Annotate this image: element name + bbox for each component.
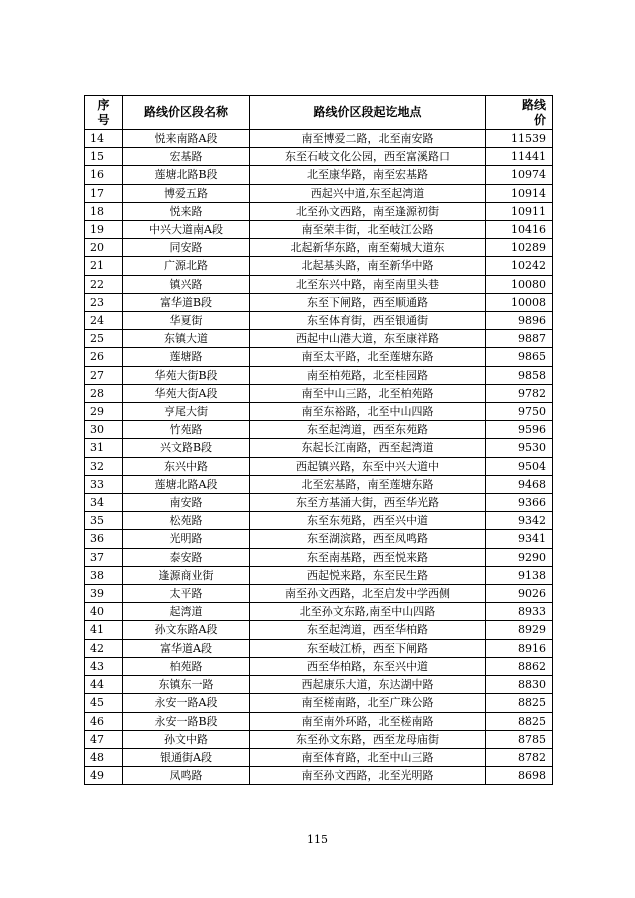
row-seq: 21 (85, 257, 123, 275)
row-section-range: 南至南外环路，北至槎南路 (250, 712, 486, 730)
row-section-name: 泰安路 (123, 548, 250, 566)
row-section-name: 华夏街 (123, 312, 250, 330)
row-section-range: 西起悦来路，东至民生路 (250, 566, 486, 584)
row-section-range: 西起中山港大道，东至康祥路 (250, 330, 486, 348)
row-section-range: 南至体育路，北至中山三路 (250, 748, 486, 766)
table-row (85, 384, 553, 402)
row-seq: 40 (85, 603, 123, 621)
table-row (85, 239, 553, 257)
row-section-range: 南至太平路，北至莲塘东路 (250, 348, 486, 366)
row-seq: 17 (85, 184, 123, 202)
header-route-price: 路线 价 (486, 96, 553, 130)
table-row (85, 257, 553, 275)
row-section-name: 竹苑路 (123, 421, 250, 439)
row-section-name: 莲塘北路B段 (123, 166, 250, 184)
row-section-range: 东至体育街，西至银通街 (250, 312, 486, 330)
row-route-price: 8830 (486, 676, 553, 694)
row-section-name: 亨尾大街 (123, 403, 250, 421)
row-route-price: 8933 (486, 603, 553, 621)
row-route-price: 9782 (486, 384, 553, 402)
row-route-price: 9026 (486, 585, 553, 603)
table-row (85, 293, 553, 311)
row-section-name: 东镇东一路 (123, 676, 250, 694)
row-section-name: 镇兴路 (123, 275, 250, 293)
table-row (85, 603, 553, 621)
row-seq: 39 (85, 585, 123, 603)
row-section-range: 北起新华东路，南至菊城大道东 (250, 239, 486, 257)
row-section-range: 北至孙文东路,南至中山四路 (250, 603, 486, 621)
row-seq: 31 (85, 439, 123, 457)
row-section-range: 东至下闸路，西至顺通路 (250, 293, 486, 311)
row-section-range: 东至东苑路，西至兴中道 (250, 512, 486, 530)
row-section-name: 东兴中路 (123, 457, 250, 475)
table-row (85, 439, 553, 457)
row-section-range: 北至宏基路，南至莲塘东路 (250, 475, 486, 493)
row-section-name: 起湾道 (123, 603, 250, 621)
row-route-price: 8698 (486, 767, 553, 785)
route-price-table (84, 95, 553, 785)
row-route-price: 10289 (486, 239, 553, 257)
row-route-price: 9468 (486, 475, 553, 493)
row-section-name: 广源北路 (123, 257, 250, 275)
row-route-price: 9530 (486, 439, 553, 457)
row-section-name: 莲塘路 (123, 348, 250, 366)
table-row (85, 221, 553, 239)
row-section-range: 东至起湾道，西至东苑路 (250, 421, 486, 439)
row-section-name: 华苑大街A段 (123, 384, 250, 402)
row-section-name: 永安一路B段 (123, 712, 250, 730)
row-seq: 38 (85, 566, 123, 584)
table-row (85, 730, 553, 748)
row-section-range: 北至孙文西路，南至逢源初街 (250, 202, 486, 220)
row-route-price: 10080 (486, 275, 553, 293)
table-row (85, 494, 553, 512)
row-seq: 20 (85, 239, 123, 257)
row-section-range: 东至孙文东路，西至龙母庙街 (250, 730, 486, 748)
row-section-name: 悦来路 (123, 202, 250, 220)
page-number: 115 (307, 833, 328, 846)
table-row (85, 130, 553, 148)
row-route-price: 9596 (486, 421, 553, 439)
row-route-price: 9750 (486, 403, 553, 421)
row-route-price: 11539 (486, 130, 553, 148)
row-seq: 29 (85, 403, 123, 421)
table-row (85, 166, 553, 184)
row-route-price: 9341 (486, 530, 553, 548)
row-section-range: 南至孙文西路，北至光明路 (250, 767, 486, 785)
table-row (85, 748, 553, 766)
table-row (85, 712, 553, 730)
row-section-name: 松苑路 (123, 512, 250, 530)
table-row (85, 512, 553, 530)
row-seq: 14 (85, 130, 123, 148)
row-section-range: 南至东裕路，北至中山四路 (250, 403, 486, 421)
row-seq: 25 (85, 330, 123, 348)
row-seq: 41 (85, 621, 123, 639)
row-route-price: 10974 (486, 166, 553, 184)
header-section-range: 路线价区段起讫地点 (250, 96, 486, 130)
table-row (85, 548, 553, 566)
row-section-name: 莲塘北路A段 (123, 475, 250, 493)
row-section-range: 东至起湾道，西至华柏路 (250, 621, 486, 639)
row-section-range: 西至华柏路，东至兴中道 (250, 657, 486, 675)
row-section-range: 南至槎南路，北至广珠公路 (250, 694, 486, 712)
row-route-price: 9290 (486, 548, 553, 566)
row-section-name: 富华道B段 (123, 293, 250, 311)
table-row (85, 657, 553, 675)
row-route-price: 9138 (486, 566, 553, 584)
row-section-range: 东至方基涌大街，西至华光路 (250, 494, 486, 512)
table-row (85, 330, 553, 348)
row-seq: 45 (85, 694, 123, 712)
row-route-price: 10416 (486, 221, 553, 239)
row-section-name: 博爱五路 (123, 184, 250, 202)
row-seq: 19 (85, 221, 123, 239)
row-section-name: 孙文中路 (123, 730, 250, 748)
row-seq: 27 (85, 366, 123, 384)
row-seq: 28 (85, 384, 123, 402)
row-route-price: 9504 (486, 457, 553, 475)
row-section-name: 孙文东路A段 (123, 621, 250, 639)
row-section-range: 南至博爱二路，北至南安路 (250, 130, 486, 148)
row-section-name: 永安一路A段 (123, 694, 250, 712)
row-section-name: 凤鸣路 (123, 767, 250, 785)
row-section-range: 南至中山三路，北至柏苑路 (250, 384, 486, 402)
row-section-name: 中兴大道南A段 (123, 221, 250, 239)
row-section-range: 西起兴中道,东至起湾道 (250, 184, 486, 202)
row-route-price: 9896 (486, 312, 553, 330)
row-route-price: 11441 (486, 148, 553, 166)
row-seq: 34 (85, 494, 123, 512)
row-route-price: 8825 (486, 712, 553, 730)
row-section-name: 兴文路B段 (123, 439, 250, 457)
row-seq: 15 (85, 148, 123, 166)
table-row (85, 348, 553, 366)
row-section-range: 东至岐江桥，西至下闸路 (250, 639, 486, 657)
row-route-price: 8916 (486, 639, 553, 657)
table-row (85, 184, 553, 202)
row-seq: 23 (85, 293, 123, 311)
row-section-name: 光明路 (123, 530, 250, 548)
row-route-price: 8929 (486, 621, 553, 639)
row-section-range: 南至柏苑路，北至桂园路 (250, 366, 486, 384)
row-route-price: 9858 (486, 366, 553, 384)
row-section-name: 悦来南路A段 (123, 130, 250, 148)
row-seq: 26 (85, 348, 123, 366)
row-seq: 36 (85, 530, 123, 548)
row-section-range: 北起基头路，南至新华中路 (250, 257, 486, 275)
table-row (85, 530, 553, 548)
row-seq: 35 (85, 512, 123, 530)
row-seq: 22 (85, 275, 123, 293)
row-section-range: 东至湖滨路，西至凤鸣路 (250, 530, 486, 548)
row-section-name: 富华道A段 (123, 639, 250, 657)
table-row (85, 639, 553, 657)
row-route-price: 9865 (486, 348, 553, 366)
table-row (85, 148, 553, 166)
row-section-name: 太平路 (123, 585, 250, 603)
table-row (85, 366, 553, 384)
row-section-range: 东至南基路，西至悦来路 (250, 548, 486, 566)
row-section-name: 宏基路 (123, 148, 250, 166)
row-route-price: 10911 (486, 202, 553, 220)
row-seq: 43 (85, 657, 123, 675)
table-row (85, 621, 553, 639)
table-row (85, 585, 553, 603)
row-section-name: 柏苑路 (123, 657, 250, 675)
row-seq: 44 (85, 676, 123, 694)
row-section-name: 银通街A段 (123, 748, 250, 766)
header-seq: 序 号 (85, 96, 123, 130)
row-route-price: 9366 (486, 494, 553, 512)
row-section-name: 东镇大道 (123, 330, 250, 348)
table-row (85, 475, 553, 493)
row-route-price: 10914 (486, 184, 553, 202)
row-section-range: 东起长江南路，西至起湾道 (250, 439, 486, 457)
row-section-range: 南至荣丰街，北至岐江公路 (250, 221, 486, 239)
row-seq: 42 (85, 639, 123, 657)
row-section-name: 华苑大街B段 (123, 366, 250, 384)
row-section-name: 南安路 (123, 494, 250, 512)
table-body (85, 130, 553, 785)
row-seq: 37 (85, 548, 123, 566)
row-seq: 30 (85, 421, 123, 439)
row-route-price: 8825 (486, 694, 553, 712)
table-row (85, 403, 553, 421)
table-row (85, 312, 553, 330)
table-row (85, 275, 553, 293)
table-row (85, 694, 553, 712)
row-route-price: 8782 (486, 748, 553, 766)
row-route-price: 10008 (486, 293, 553, 311)
row-seq: 16 (85, 166, 123, 184)
table-row (85, 566, 553, 584)
row-seq: 48 (85, 748, 123, 766)
table-row (85, 767, 553, 785)
table-row (85, 421, 553, 439)
row-section-range: 东至石岐文化公园，西至富溪路口 (250, 148, 486, 166)
row-route-price: 10242 (486, 257, 553, 275)
row-section-name: 逢源商业街 (123, 566, 250, 584)
row-route-price: 8785 (486, 730, 553, 748)
row-section-name: 同安路 (123, 239, 250, 257)
row-seq: 46 (85, 712, 123, 730)
table-row (85, 676, 553, 694)
row-seq: 24 (85, 312, 123, 330)
row-seq: 32 (85, 457, 123, 475)
row-route-price: 9887 (486, 330, 553, 348)
row-section-range: 北至东兴中路，南至南里头巷 (250, 275, 486, 293)
row-route-price: 8862 (486, 657, 553, 675)
row-section-range: 西起康乐大道，东达湖中路 (250, 676, 486, 694)
row-seq: 49 (85, 767, 123, 785)
row-seq: 33 (85, 475, 123, 493)
table-row (85, 457, 553, 475)
table-row (85, 202, 553, 220)
table-header-row (85, 96, 553, 130)
row-section-range: 南至孙文西路，北至启发中学西侧 (250, 585, 486, 603)
row-section-range: 北至康华路，南至宏基路 (250, 166, 486, 184)
row-seq: 47 (85, 730, 123, 748)
header-section-name: 路线价区段名称 (123, 96, 250, 130)
row-section-range: 西起镇兴路，东至中兴大道中 (250, 457, 486, 475)
row-route-price: 9342 (486, 512, 553, 530)
row-seq: 18 (85, 202, 123, 220)
